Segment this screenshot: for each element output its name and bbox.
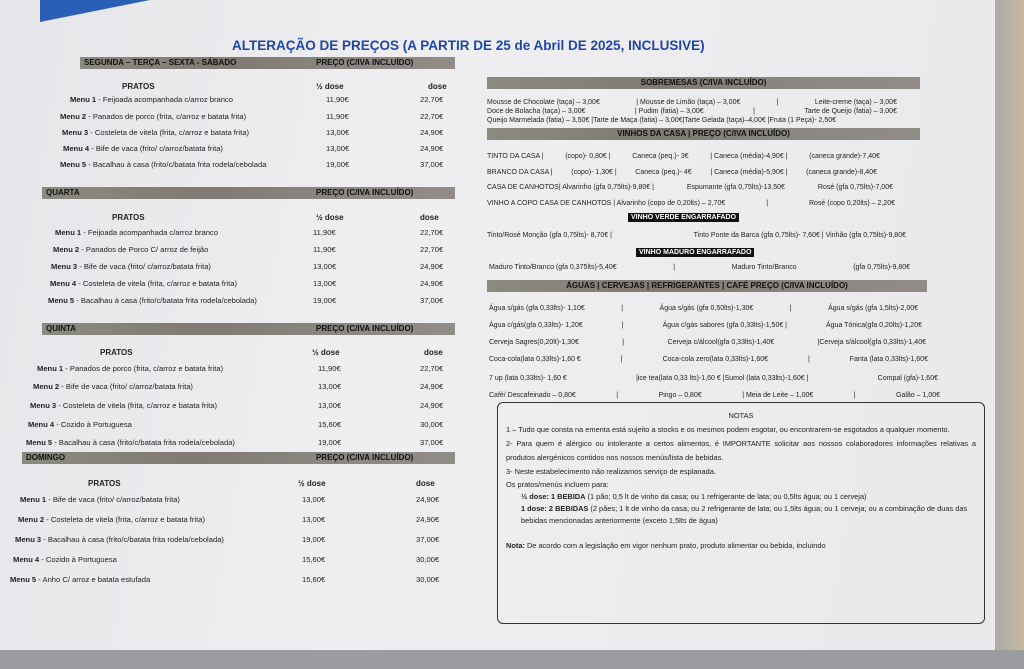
drink-line-segment: |Cerveja s/álcool(gfa 0,33lts)-1,40€: [817, 339, 926, 346]
menu-sep: -: [89, 144, 96, 153]
half-dose-price: 13,00€: [313, 262, 337, 271]
wine-line-segment: Espumante (gfa 0,75lts)-13.50€: [686, 184, 785, 191]
section-price-label: PREÇO (C/IVA INCLUÍDO): [316, 188, 414, 197]
menu-number: Menu 4: [13, 555, 40, 564]
menu-row: [33, 382, 193, 391]
menu-row: [70, 95, 233, 104]
half-dose-price: 15,60€: [302, 555, 326, 564]
drink-line-segment: |: [620, 356, 623, 363]
menu-description: Bacalhau à casa (frito/c/batata frita rodela/cebolada): [58, 438, 235, 447]
dose-price: 22,70€: [420, 364, 444, 373]
drink-line-segment: Pingo – 0,80€: [658, 392, 702, 399]
col-dose: dose: [424, 348, 443, 357]
menu-row: [55, 228, 218, 237]
drink-line-segment: |: [621, 322, 624, 329]
drink-line-segment: Água s/gás (gfa 0,50lts)-1,30€: [659, 305, 754, 312]
menu-number: Menu 4: [50, 279, 77, 288]
menu-row: [51, 262, 211, 271]
corner-decoration: [40, 0, 150, 22]
menu-sep: -: [52, 438, 59, 447]
full-dose-bold: 1 dose: 2 BEBIDAS: [521, 504, 589, 513]
menu-number: Menu 3: [62, 128, 89, 137]
background-edge: [995, 0, 1024, 669]
vinho-maduro-line-segment: |: [673, 264, 676, 271]
drink-line-segment: |: [616, 392, 619, 399]
half-dose-price: 13,00€: [318, 382, 342, 391]
menu-row: [50, 279, 237, 288]
wine-line-segment: | Caneca (média)-4,90€ |: [710, 153, 788, 160]
vinhos-header: VINHOS DA CASA | PREÇO (C/IVA INCLUÍDO): [487, 128, 920, 140]
menu-number: Menu 5: [10, 575, 37, 584]
wine-line: [487, 152, 880, 161]
wine-line-segment: |: [766, 200, 769, 207]
menu-number: Menu 3: [30, 401, 57, 410]
menu-sep: -: [77, 262, 84, 271]
menu-sep: -: [81, 228, 88, 237]
wine-line-segment: (caneca grande)-7,40€: [809, 153, 880, 160]
dose-price: 30,00€: [420, 420, 444, 429]
drink-line: [489, 338, 926, 347]
aguas-header: ÁGUAS | CERVEJAS | REFRIGERANTES | CAFÉ PREÇO (C/IVA INCLUÍDO): [487, 280, 927, 292]
menu-description: Costeleta de vitela (frita, c/arroz e batata frita): [62, 401, 217, 410]
menu-row: [10, 575, 150, 584]
wine-line: [487, 199, 895, 208]
dessert-line-segment: Queijo Marmelada (fatia) – 3,50€ |Tarte de Maça (fatia) – 3,00€|Tarte Gelada (taça)–4,00€ |Fruta (1 Peça)- 2,50€: [487, 117, 837, 124]
vinho-maduro-line: [489, 263, 910, 272]
wine-line-segment: | Caneca (média)-5,90€ |: [710, 169, 788, 176]
dose-price: 22,70€: [420, 245, 444, 254]
menu-description: Bacalhau à casa (frito/c/batata frita rodela/cebolada): [47, 535, 224, 544]
dessert-line: [487, 107, 897, 116]
dose-price: 24,90€: [420, 401, 444, 410]
half-dose-price: 11,90€: [313, 228, 336, 237]
drink-line-segment: |: [622, 339, 625, 346]
section-day: DOMINGO: [26, 453, 66, 462]
half-dose-price: 13,00€: [313, 279, 337, 288]
half-dose-price: 19,00€: [318, 438, 342, 447]
vinho-verde-line-segment: Tinto/Rosé Monção (gfa 0,75lts)- 8,70€ |: [487, 232, 612, 239]
col-half-dose: ½ dose: [316, 82, 344, 91]
menu-sep: -: [39, 555, 46, 564]
drink-line-segment: |ice tea(lata 0,33 lts)-1,60 € |Sumol (lata 0,33lts)-1,60€ |: [636, 375, 809, 382]
section-day: QUINTA: [46, 324, 77, 333]
drink-line-segment: Água s/gás (gfa 1,5lts)-2,00€: [828, 305, 918, 312]
half-dose-price: 19,00€: [302, 535, 326, 544]
col-pratos: PRATOS: [88, 479, 121, 488]
menu-number: Menu 4: [28, 420, 55, 429]
menu-sep: -: [41, 535, 48, 544]
drink-line-segment: 7 up (lata 0,33lts)- 1,60 €: [489, 375, 567, 382]
col-half-dose: ½ dose: [298, 479, 326, 488]
wine-line-segment: Rosé (gfa 0,75lts)-7,00€: [817, 184, 893, 191]
dessert-line-segment: Tarte de Queijo (fatia) – 3,00€: [804, 108, 897, 115]
dessert-line-segment: Mousse de Chocolate (taça) – 3,00€: [487, 99, 600, 106]
wine-line-segment: TINTO DA CASA |: [487, 153, 544, 160]
menu-description: Panados de Porco C/ arroz de feijão: [85, 245, 209, 254]
menu-sep: -: [54, 420, 61, 429]
half-dose-price: 13,00€: [302, 495, 326, 504]
menu-description: Anho C/ arroz e batata estufada: [42, 575, 151, 584]
menu-sep: -: [96, 95, 103, 104]
drink-line-segment: Cerveja c/álcool(gfa 0,33lts)-1,40€: [667, 339, 775, 346]
dose-price: 24,90€: [420, 279, 444, 288]
half-dose-price: 11,90€: [326, 95, 349, 104]
half-dose-price: 11,90€: [313, 245, 336, 254]
legal-note-bold: Nota:: [506, 541, 525, 550]
menu-description: Costeleta de vitela (frita, c/arroz e batata frita): [94, 128, 249, 137]
menu-number: Menu 5: [60, 160, 87, 169]
notes-box: [497, 402, 985, 624]
menu-description: Cozido à Portuguesa: [45, 555, 117, 564]
drink-line: [489, 374, 938, 383]
vinho-maduro-label: VINHO MADURO ENGARRAFADO: [636, 248, 754, 257]
wine-line-segment: VINHO A COPO CASA DE CANHOTOS | Alvarinho (copo de 0,20lts) – 2,70€: [487, 200, 726, 207]
note-2: 2- Para quem é alérgico ou intolerante a certos alimentos, é IMPORTANTE solicitar aos nossos colaboradores informações relativas a produtos alergénicos contidos nos nossos menús/lista de bebidas.: [506, 439, 976, 462]
menu-row: [63, 144, 223, 153]
menu-description: Cozido à Portuguesa: [60, 420, 132, 429]
wine-line-segment: (copo)- 1,30€ |: [571, 169, 617, 176]
menu-sep: -: [79, 245, 86, 254]
drink-line-segment: Água s/gás (gfa 0,33lts)- 1,10€: [489, 305, 585, 312]
wine-line: [487, 168, 877, 177]
menu-number: Menu 1: [37, 364, 64, 373]
section-price-label: PREÇO (C/IVA INCLUÍDO): [316, 453, 414, 462]
notes-title: NOTAS: [728, 411, 754, 420]
full-dose-note: [506, 503, 976, 527]
section-header-bar: [42, 323, 455, 335]
half-dose-price: 15,60€: [318, 420, 342, 429]
col-half-dose: ½ dose: [312, 348, 340, 357]
dose-price: 30,00€: [416, 575, 440, 584]
drink-line-segment: Coca-cola(lata 0,33lts)-1,60 €: [489, 356, 581, 363]
drink-line-segment: Cerveja Sagres(0,20lt)-1,30€: [489, 339, 579, 346]
menu-number: Menu 2: [60, 112, 87, 121]
background-table: [0, 650, 1024, 669]
includes-label: Os pratos/menús incluem para:: [506, 480, 609, 489]
section-day: SEGUNDA – TERÇA – SEXTA - SÁBADO: [84, 58, 237, 67]
dose-price: 37,00€: [416, 535, 440, 544]
col-pratos: PRATOS: [122, 82, 155, 91]
vinho-maduro-line-segment: (gfa 0,75lts)-9,80€: [853, 264, 910, 271]
menu-number: Menu 2: [53, 245, 80, 254]
drink-line-segment: Café/ Descafeinado – 0,80€: [489, 392, 576, 399]
menu-description: Panados de porco (frita, c/arroz e batata frita): [69, 364, 224, 373]
menu-sep: -: [86, 112, 93, 121]
drink-line-segment: Água c/gás sabores (gfa 0,33lts)-1,50€ |: [662, 322, 787, 329]
menu-row: [53, 245, 208, 254]
vinho-verde-line-segment: Tinto Ponte da Barca (gfa 0,75lts)- 7,60€ | Vinhão (gfa 0,75lts)-9,80€: [693, 232, 906, 239]
dose-price: 22,70€: [420, 112, 444, 121]
section-day: QUARTA: [46, 188, 80, 197]
col-dose: dose: [428, 82, 447, 91]
dose-price: 37,00€: [420, 296, 444, 305]
dessert-line-segment: Doce de Bolacha (taça) – 3,00€: [487, 108, 586, 115]
drink-line: [489, 304, 918, 313]
menu-sep: -: [86, 160, 93, 169]
menu-number: Menu 4: [63, 144, 90, 153]
dose-price: 22,70€: [420, 95, 444, 104]
vinho-verde-label: VINHO VERDE ENGARRAFADO: [628, 213, 739, 222]
drink-line-segment: Compal (gfa)-1,60€: [877, 375, 938, 382]
section-header-bar: [42, 187, 455, 199]
menu-description: Feijoada acompanhada c/arroz branco: [102, 95, 233, 104]
menu-description: Bife de vaca (frito/ c/arroz/batata frita): [95, 144, 223, 153]
vinho-maduro-line-segment: Maduro Tinto/Branco: [731, 264, 797, 271]
dose-price: 24,90€: [420, 382, 444, 391]
menu-sep: -: [76, 279, 83, 288]
wine-line-segment: BRANCO DA CASA |: [487, 169, 553, 176]
legal-note-text: De acordo com a legislação em vigor nenhum prato, produto alimentar ou bebida, incluindo: [524, 541, 826, 550]
dose-price: 30,00€: [416, 555, 440, 564]
drink-line-segment: |: [807, 356, 810, 363]
note-1: 1 – Tudo que consta na ementa está sujeito a stocks e os mesmos podem esgotar, ou encontrarem-se esgotados a qualquer momento.: [506, 425, 950, 434]
col-half-dose: ½ dose: [316, 213, 344, 222]
col-pratos: PRATOS: [100, 348, 133, 357]
drink-line: [489, 321, 922, 330]
wine-line-segment: Caneca (peq.)- 4€: [635, 169, 692, 176]
drink-line-segment: Galão – 1,00€: [896, 392, 940, 399]
menu-row: [26, 438, 235, 447]
dose-price: 22,70€: [420, 228, 444, 237]
menu-row: [20, 495, 180, 504]
dose-price: 24,90€: [420, 128, 444, 137]
menu-row: [15, 535, 224, 544]
menu-number: Menu 1: [55, 228, 82, 237]
menu-sep: -: [56, 401, 63, 410]
note-3: 3- Neste estabelecimento não realizamos serviço de esplanada.: [506, 467, 716, 476]
menu-description: Bife de vaca (frito/ c/arroz/batata frita): [83, 262, 211, 271]
drink-line-segment: |: [853, 392, 856, 399]
vinho-verde-line: [487, 231, 906, 240]
legal-note: [506, 539, 976, 553]
col-dose: dose: [420, 213, 439, 222]
section-header-bar: [80, 57, 455, 69]
menu-row: [28, 420, 132, 429]
vinho-maduro-line-segment: Maduro Tinto/Branco (gfa 0,375lts)-5,40€: [489, 264, 617, 271]
menu-sep: -: [88, 128, 95, 137]
dose-price: 37,00€: [420, 160, 444, 169]
full-dose-text: (2 pães; 1 lt de vinho da casa; ou 2 refrigerante de lata; ou 1,5lts água; ou 1 cerveja; ou a combinação de duas das bebidas mencionadas anteriormente (exceto 1,5lts de água): [521, 504, 968, 525]
wine-line: [487, 183, 893, 192]
menu-description: Bife de vaca (frito/ c/arroz/batata frita): [52, 495, 180, 504]
menu-number: Menu 3: [15, 535, 42, 544]
dessert-line: [487, 98, 897, 107]
menu-description: Feijoada acompanhada c/arroz branco: [87, 228, 218, 237]
menu-sep: -: [44, 515, 51, 524]
dessert-line-segment: | Pudim (fatia) – 3,00€: [634, 108, 704, 115]
menu-sep: -: [74, 296, 81, 305]
half-dose-price: 13,00€: [302, 515, 326, 524]
drink-line-segment: Água Tónica(gfa 0,20lts)-1,20€: [826, 322, 922, 329]
dessert-line: [487, 116, 897, 125]
sobremesas-header: SOBREMESAS (C/IVA INCLUÍDO): [487, 77, 920, 89]
menu-number: Menu 1: [20, 495, 47, 504]
wine-line-segment: (copo)- 0,80€ |: [565, 153, 611, 160]
wine-line-segment: (caneca grande)-8,40€: [806, 169, 877, 176]
menu-description: Bife de vaca (frito/ c/arroz/batata frita): [65, 382, 193, 391]
drink-line-segment: Água c/gás(gfa 0,33lts)- 1,20€: [489, 322, 583, 329]
dose-price: 37,00€: [420, 438, 444, 447]
menu-number: Menu 5: [26, 438, 53, 447]
dessert-line-segment: | Mousse de Limão (taça) – 3,00€: [636, 99, 741, 106]
half-dose-price: 13,00€: [326, 128, 350, 137]
drink-line-segment: | Meia de Leite – 1,00€: [742, 392, 814, 399]
menu-row: [37, 364, 223, 373]
menu-row: [60, 160, 266, 169]
half-dose-price: 15,60€: [302, 575, 326, 584]
menu-row: [18, 515, 205, 524]
menu-row: [48, 296, 257, 305]
menu-number: Menu 3: [51, 262, 78, 271]
menu-description: Bacalhau à casa (frito/c/batata frita rodela/cebolada: [92, 160, 267, 169]
menu-number: Menu 2: [33, 382, 60, 391]
menu-description: Costeleta de vitela (frita, c/arroz e batata frita): [82, 279, 237, 288]
section-price-label: PREÇO (C/IVA INCLUÍDO): [316, 324, 414, 333]
half-dose-bold: ½ dose: 1 BEBIDA: [521, 492, 586, 501]
drink-line-segment: |: [621, 305, 624, 312]
half-dose-price: 13,00€: [318, 401, 342, 410]
menu-description: Bacalhau à casa (frito/c/batata frita rodela/cebolada): [80, 296, 257, 305]
menu-number: Menu 2: [18, 515, 45, 524]
half-dose-price: 13,00€: [326, 144, 350, 153]
menu-sep: -: [63, 364, 70, 373]
menu-row: [60, 112, 246, 121]
menu-description: Costeleta de vitela (frita, c/arroz e batata frita): [50, 515, 205, 524]
menu-number: Menu 1: [70, 95, 97, 104]
half-dose-price: 19,00€: [326, 160, 350, 169]
menu-number: Menu 5: [48, 296, 75, 305]
menu-sep: -: [36, 575, 43, 584]
wine-line-segment: Rosé (copo 0,20lts) – 2,20€: [808, 200, 895, 207]
menu-description: Panados de porco (frita, c/arroz e batata frita): [92, 112, 247, 121]
drink-line-segment: Fanta (lata 0,33lts)-1,60€: [849, 356, 928, 363]
dessert-line-segment: |: [753, 108, 755, 115]
section-price-label: PREÇO (C/IVA INCLUÍDO): [316, 58, 414, 67]
drink-line: [489, 355, 928, 364]
wine-line-segment: CASA DE CANHOTOS| Alvarinho (gfa 0,75lts)-9,80€ |: [487, 184, 654, 191]
half-dose-note: [506, 491, 976, 503]
wine-line-segment: Caneca (peq.)- 3€: [632, 153, 689, 160]
page-title: ALTERAÇÃO DE PREÇOS (A PARTIR DE 25 de Abril DE 2025, INCLUSIVE): [232, 38, 705, 53]
menu-row: [62, 128, 249, 137]
section-header-bar: [22, 452, 455, 464]
col-pratos: PRATOS: [112, 213, 145, 222]
dessert-line-segment: Leite-creme (taça) – 3,00€: [814, 99, 897, 106]
half-dose-price: 11,90€: [318, 364, 341, 373]
menu-row: [30, 401, 217, 410]
drink-line-segment: |: [789, 305, 792, 312]
drink-line-segment: Coca-cola zero(lata 0,33lts)-1,60€: [662, 356, 769, 363]
dose-price: 24,90€: [416, 515, 440, 524]
half-dose-text: (1 pão; 0,5 lt de vinho da casa; ou 1 refrigerante de lata; ou 0,5lts água; ou 1 cerveja): [585, 492, 867, 501]
dose-price: 24,90€: [416, 495, 440, 504]
dessert-line-segment: |: [776, 99, 779, 106]
menu-sep: -: [46, 495, 53, 504]
dose-price: 24,90€: [420, 262, 444, 271]
half-dose-price: 19,00€: [313, 296, 337, 305]
menu-sep: -: [59, 382, 66, 391]
menu-row: [13, 555, 117, 564]
col-dose: dose: [416, 479, 435, 488]
drink-line: [489, 391, 940, 400]
half-dose-price: 11,90€: [326, 112, 349, 121]
dose-price: 24,90€: [420, 144, 444, 153]
